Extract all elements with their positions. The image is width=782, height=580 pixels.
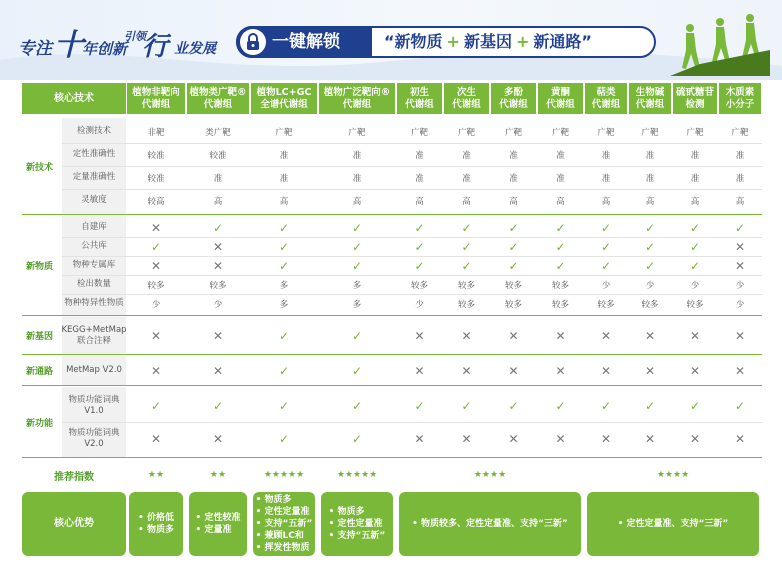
cross-icon: ✕	[150, 431, 162, 446]
table-cell: 广靶	[348, 127, 366, 138]
recommend-stars: ★★★★	[656, 470, 690, 480]
table-cell: 准	[601, 173, 611, 184]
check-icon: ✓	[555, 220, 566, 235]
cross-icon: ✕	[689, 363, 701, 378]
advantage-item: • 物质较多、定性定量准、支持“三新”	[412, 518, 568, 530]
table-cell: 准	[415, 173, 424, 184]
slogan-part: 十	[54, 28, 84, 63]
recommend-stars: ★★★★	[473, 470, 507, 480]
table-cell: 高	[556, 196, 565, 207]
advantage-item: • 定性定量准、支持“三新”	[618, 518, 729, 530]
table-cell: 准	[462, 173, 471, 184]
table-cell: 较多	[457, 299, 475, 310]
check-icon: ✓	[351, 258, 363, 273]
advantage-box	[399, 492, 581, 556]
check-icon: ✓	[414, 239, 425, 254]
section-label: 新物质	[26, 262, 54, 272]
column-header: 次生 代谢组	[444, 83, 489, 114]
cross-icon: ✕	[689, 328, 701, 343]
cross-icon: ✕	[212, 328, 224, 343]
table-cell: 广靶	[641, 127, 659, 138]
section-label: 新技术	[26, 162, 54, 173]
cross-icon: ✕	[461, 363, 472, 378]
table-cell: 较准	[147, 150, 165, 161]
table-cell: 广靶	[551, 127, 569, 138]
table-cell: 准	[509, 173, 518, 184]
table-cell: 少	[601, 280, 611, 291]
check-icon: ✓	[461, 398, 472, 413]
row-label: 公共库	[81, 241, 107, 251]
row-label: 定性准确性	[72, 149, 116, 159]
column-header: 萜类 代谢组	[585, 83, 627, 114]
check-icon: ✓	[600, 220, 612, 235]
check-icon: ✓	[351, 328, 363, 343]
cross-icon: ✕	[600, 431, 612, 446]
column-header: 木质素 小分子	[719, 83, 761, 114]
table-cell: 准	[279, 173, 289, 184]
advantage-item: • 价格低	[138, 512, 174, 524]
banner	[0, 0, 782, 80]
section-label: 新功能	[26, 418, 54, 429]
advantage-item: • 兼顾LC和	[256, 530, 313, 542]
check-icon: ✓	[461, 220, 472, 235]
check-icon: ✓	[555, 258, 566, 273]
cross-icon: ✕	[414, 363, 425, 378]
corner-header: 核心技术	[22, 83, 126, 114]
table-cell: 准	[415, 150, 424, 161]
cross-icon: ✕	[734, 258, 746, 273]
check-icon: ✓	[278, 239, 290, 254]
slogan-part: 年创新	[82, 40, 128, 58]
column-header: 植物LC+GC 全谱代谢组	[251, 83, 317, 114]
check-icon: ✓	[689, 239, 701, 254]
recommend-stars: ★★★★★	[336, 470, 378, 480]
slogan-part: 业发展	[174, 41, 216, 57]
table-cell: 多	[279, 280, 289, 291]
table-cell: 多	[279, 299, 289, 310]
cross-icon: ✕	[600, 328, 612, 343]
table-cell: 较多	[457, 280, 475, 291]
check-icon: ✓	[508, 239, 519, 254]
table-cell: 准	[352, 173, 362, 184]
table-cell: 准	[690, 173, 700, 184]
cross-icon: ✕	[555, 328, 566, 343]
check-icon: ✓	[461, 258, 472, 273]
climbers-icon	[670, 14, 770, 76]
row-label: 检测技术	[76, 126, 111, 136]
table-cell: 较多	[551, 280, 569, 291]
row-label: 灵敏度	[81, 195, 107, 205]
check-icon: ✓	[600, 398, 612, 413]
table-cell: 准	[645, 150, 655, 161]
slogan-part: 引领	[124, 30, 146, 43]
unlock-text: 一键解锁	[272, 32, 340, 52]
cross-icon: ✕	[508, 431, 519, 446]
advantage-label: 核心优势	[22, 492, 126, 556]
section-divider	[22, 457, 762, 458]
section-divider	[22, 354, 762, 355]
column-header: 初生 代谢组	[397, 83, 442, 114]
check-icon: ✓	[734, 398, 746, 413]
tagline-part: “新物质	[384, 32, 443, 51]
tagline	[384, 28, 592, 56]
column-header: 植物类广靶® 代谢组	[187, 83, 249, 114]
table-cell: 多	[352, 280, 362, 291]
column-header: 黄酮 代谢组	[538, 83, 583, 114]
cross-icon: ✕	[150, 220, 162, 235]
advantage-box	[189, 492, 247, 556]
advantage-box	[253, 492, 315, 556]
cross-icon: ✕	[555, 431, 566, 446]
table-cell: 较多	[209, 280, 227, 291]
check-icon: ✓	[351, 363, 363, 378]
row-label: KEGG+MetMap 联合注释	[61, 324, 127, 346]
section-divider	[22, 385, 762, 386]
cross-icon: ✕	[461, 431, 472, 446]
check-icon: ✓	[644, 258, 656, 273]
check-icon: ✓	[414, 220, 425, 235]
cross-icon: ✕	[734, 328, 746, 343]
check-icon: ✓	[644, 239, 656, 254]
table-cell: 准	[509, 150, 518, 161]
table-cell: 广靶	[686, 127, 704, 138]
table-cell: 较高	[147, 196, 165, 207]
advantage-item: • 支持“五新”	[256, 518, 313, 530]
table-cell: 多	[352, 299, 362, 310]
cross-icon: ✕	[734, 363, 746, 378]
advantage-item: • 定性定量准	[329, 518, 386, 530]
table-cell: 较多	[551, 299, 569, 310]
check-icon: ✓	[212, 220, 224, 235]
check-icon: ✓	[278, 258, 290, 273]
row-label: 定量准确性	[72, 172, 116, 182]
check-icon: ✓	[150, 239, 162, 254]
table-cell: 广靶	[457, 127, 475, 138]
cross-icon: ✕	[414, 431, 425, 446]
check-icon: ✓	[508, 258, 519, 273]
table-cell: 准	[462, 150, 471, 161]
column-header: 植物广泛靶向® 代谢组	[319, 83, 395, 114]
table-cell: 准	[735, 150, 745, 161]
advantage-item: • 物质多	[329, 506, 386, 518]
cross-icon: ✕	[212, 239, 224, 254]
table-cell: 较多	[504, 280, 522, 291]
check-icon: ✓	[644, 398, 656, 413]
tagline-part: 新基因	[463, 32, 512, 51]
column-header: 植物非靶向 代谢组	[127, 83, 185, 114]
row-label: 检出数量	[76, 279, 111, 289]
table-cell: 广靶	[731, 127, 749, 138]
table-cell: 较多	[686, 299, 704, 310]
cross-icon: ✕	[212, 363, 224, 378]
table-cell: 较准	[209, 150, 227, 161]
table-cell: 广靶	[275, 127, 293, 138]
cross-icon: ✕	[150, 258, 162, 273]
check-icon: ✓	[461, 239, 472, 254]
check-icon: ✓	[351, 398, 363, 413]
advantage-item: • 定性定量准	[256, 506, 313, 518]
table-cell: 较准	[147, 173, 165, 184]
section-divider	[22, 214, 762, 215]
check-icon: ✓	[644, 220, 656, 235]
table-cell: 较多	[147, 280, 165, 291]
table-cell: 高	[213, 196, 223, 207]
cross-icon: ✕	[508, 328, 519, 343]
cross-icon: ✕	[414, 328, 425, 343]
table-cell: 少	[735, 280, 745, 291]
check-icon: ✓	[278, 220, 290, 235]
check-icon: ✓	[600, 258, 612, 273]
section-divider	[22, 315, 762, 316]
table-cell: 准	[279, 150, 289, 161]
advantage-item: • 支持“五新”	[329, 530, 386, 542]
cross-icon: ✕	[644, 431, 656, 446]
recommend-stars: ★★	[147, 470, 165, 480]
cross-icon: ✕	[212, 258, 224, 273]
table-cell: 较多	[641, 299, 659, 310]
cross-icon: ✕	[600, 363, 612, 378]
table-cell: 高	[279, 196, 289, 207]
row-label: 自建库	[81, 222, 107, 232]
cross-icon: ✕	[644, 363, 656, 378]
slogan-part: 专注	[18, 39, 52, 59]
advantage-box	[587, 492, 759, 556]
table-cell: 少	[415, 299, 424, 310]
column-header: 多酚 代谢组	[491, 83, 536, 114]
advantage-item: • 物质多	[256, 494, 313, 506]
table-cell: 准	[213, 173, 223, 184]
table-cell: 准	[601, 150, 611, 161]
check-icon: ✓	[689, 220, 701, 235]
table-cell: 广靶	[504, 127, 522, 138]
recommend-label: 推荐指数	[54, 471, 94, 483]
cross-icon: ✕	[150, 328, 162, 343]
row-label: 物种特异性物质	[64, 298, 124, 308]
check-icon: ✓	[278, 363, 290, 378]
cross-icon: ✕	[212, 431, 224, 446]
table-cell: 高	[462, 196, 471, 207]
check-icon: ✓	[278, 431, 290, 446]
row-label: 物质功能词典 V1.0	[68, 394, 120, 416]
check-icon: ✓	[414, 398, 425, 413]
table-cell: 高	[735, 196, 745, 207]
unlock-pill	[236, 26, 656, 58]
table-cell: 非靶	[147, 127, 165, 138]
cross-icon: ✕	[734, 431, 746, 446]
table-cell: 较多	[597, 299, 615, 310]
recommend-stars: ★★	[209, 470, 227, 480]
check-icon: ✓	[555, 239, 566, 254]
row-label: 物种专属库	[72, 260, 116, 270]
table-cell: 少	[690, 280, 700, 291]
table-cell: 少	[151, 299, 161, 310]
advantage-item: • 挥发性物质	[256, 542, 313, 554]
table-cell: 高	[645, 196, 655, 207]
check-icon: ✓	[414, 258, 425, 273]
table-cell: 准	[556, 150, 565, 161]
table-cell: 较多	[410, 280, 428, 291]
table-cell: 较多	[504, 299, 522, 310]
advantage-item: • 物质多	[138, 524, 174, 536]
plus-sign: +	[446, 32, 460, 51]
cross-icon: ✕	[734, 239, 746, 254]
table-cell: 准	[645, 173, 655, 184]
cross-icon: ✕	[689, 431, 701, 446]
check-icon: ✓	[278, 328, 290, 343]
table-cell: 类广靶	[205, 127, 231, 138]
table-cell: 高	[690, 196, 700, 207]
table-cell: 准	[556, 173, 565, 184]
row-label: MetMap V2.0	[66, 365, 122, 375]
table-cell: 广靶	[410, 127, 428, 138]
check-icon: ✓	[600, 239, 612, 254]
slogan-part: 行	[142, 32, 169, 62]
advantage-item: • 定量准	[196, 524, 241, 536]
table-cell: 高	[415, 196, 424, 207]
section-label: 新基因	[26, 332, 54, 342]
advantage-item: • 定性较准	[196, 512, 241, 524]
check-icon: ✓	[351, 239, 363, 254]
table-cell: 少	[213, 299, 223, 310]
table-cell: 高	[352, 196, 362, 207]
check-icon: ✓	[150, 398, 162, 413]
row-label: 物质功能词典 V2.0	[68, 427, 120, 449]
table-cell: 准	[735, 173, 745, 184]
table-cell: 高	[509, 196, 518, 207]
check-icon: ✓	[351, 431, 363, 446]
check-icon: ✓	[278, 398, 290, 413]
table-cell: 少	[645, 280, 655, 291]
plus-sign: +	[515, 32, 530, 51]
table-cell: 广靶	[597, 127, 615, 138]
cross-icon: ✕	[555, 363, 566, 378]
cross-icon: ✕	[150, 363, 162, 378]
table-cell: 准	[690, 150, 700, 161]
check-icon: ✓	[508, 220, 519, 235]
cross-icon: ✕	[461, 328, 472, 343]
tagline-part: 新通路”	[533, 32, 592, 51]
advantage-box	[321, 492, 393, 556]
check-icon: ✓	[555, 398, 566, 413]
section-label: 新通路	[26, 367, 54, 377]
check-icon: ✓	[689, 398, 701, 413]
advantage-box	[129, 492, 183, 556]
table-cell: 少	[735, 299, 745, 310]
check-icon: ✓	[689, 258, 701, 273]
check-icon: ✓	[212, 398, 224, 413]
check-icon: ✓	[734, 220, 746, 235]
table-cell: 准	[352, 150, 362, 161]
cross-icon: ✕	[508, 363, 519, 378]
recommend-stars: ★★★★★	[263, 470, 305, 480]
column-header: 生物碱 代谢组	[629, 83, 671, 114]
check-icon: ✓	[351, 220, 363, 235]
unlock-label-box	[236, 26, 372, 58]
lock-icon	[240, 29, 266, 55]
check-icon: ✓	[508, 398, 519, 413]
cross-icon: ✕	[644, 328, 656, 343]
column-header: 硫甙糖苷 检测	[673, 83, 717, 114]
table-cell: 高	[601, 196, 611, 207]
